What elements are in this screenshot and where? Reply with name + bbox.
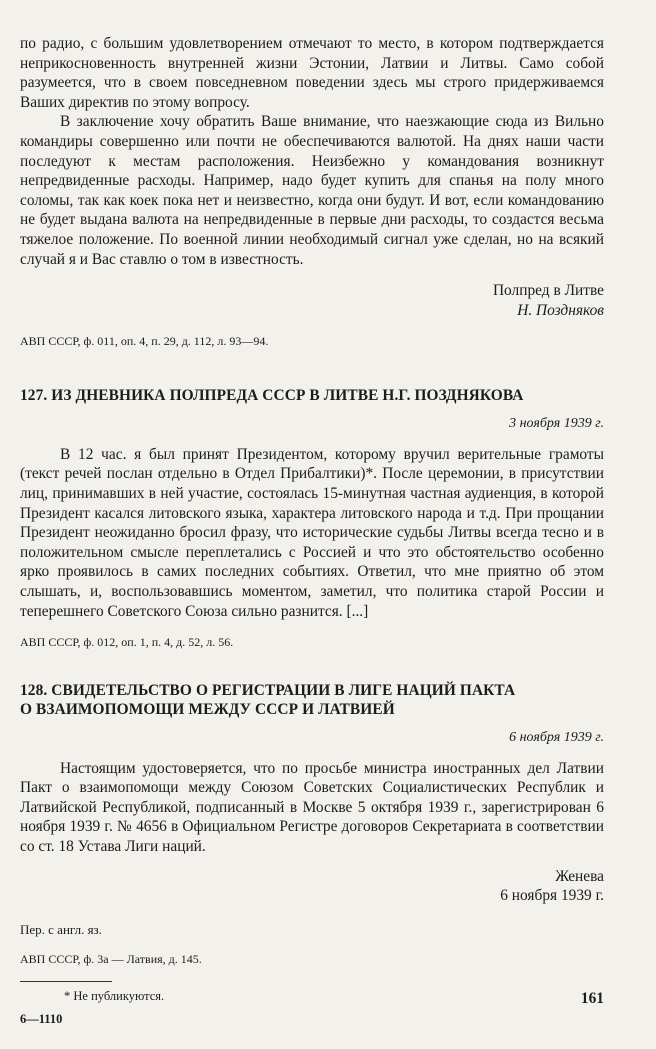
- footnote-divider: [20, 981, 112, 982]
- page-number: 161: [580, 990, 604, 1007]
- footnote: * Не публикуются.: [64, 989, 165, 1004]
- doc128-date: 6 ноября 1939 г.: [509, 729, 604, 745]
- translation-note: Пер. с англ. яз.: [20, 921, 102, 937]
- doc128-place-date: 6 ноября 1939 г.: [500, 887, 604, 905]
- doc128-body: Настоящим удостоверяется, что по просьбе министра иностранных дел Латвии Пакт о взаимопомощи между Союзом Советских Социалистических Республик и Латвийской Республикой, подписанный в Москве 5 октября 1939 г., зарегистрирован 6 ноября 1939 г. № 4656 в Официальном Регистре договоров Секретариата в соответствии со ст. 18 Устава Лиги наций.: [20, 759, 604, 856]
- doc127-date: 3 ноября 1939 г.: [509, 415, 604, 431]
- doc128-heading-line2: О ВЗАИМОПОМОЩИ МЕЖДУ СССР И ЛАТВИЕЙ: [20, 700, 395, 718]
- signature-name: Н. Поздняков: [517, 301, 604, 319]
- intro-source: АВП СССР, ф. 011, оп. 4, п. 29, д. 112, л. 93—94.: [20, 334, 269, 349]
- doc127-body: В 12 час. я был принят Президентом, которому вручил верительные грамоты (текст речей послан отдельно в Отдел Прибалтики)*. После церемонии, в присутствии лиц, принимавших в ней участие, состоялась 15-минутная частная аудиенция, в которой Президент касался литовского языка, характера литовского народа и т.д. При прощании Президент неожиданно бросил фразу, что исторические судьбы Литвы всегда тесно и в положительном смысле переплетались с Россией и что это обстоятельство особенно ярко проявилось в самих последних событиях. Ответил, что мне приятно об этом слышать, и, воспользовавшись моментом, заметил, что политика старой России и теперешнего Советского Союза сильно разнится. [...]: [20, 445, 604, 620]
- signature-title: Полпред в Литве: [492, 282, 604, 300]
- doc128-source: АВП СССР, ф. 3а — Латвия, д. 145.: [20, 951, 202, 966]
- intro-paragraph-1: по радио, с большим удовлетворением отмечают то место, в котором подтверждается неприкосновенность внутренней жизни Эстонии, Латвии и Литвы. Само собой разумеется, что в своем повседневном поведении здесь мы строго придерживаемся Ваших директив по этому вопросу.: [20, 35, 604, 111]
- printer-signature-mark: 6—1110: [20, 1012, 63, 1026]
- doc128-heading-line1: 128. СВИДЕТЕЛЬСТВО О РЕГИСТРАЦИИ В ЛИГЕ НАЦИЙ ПАКТА: [20, 681, 516, 699]
- doc128-place: Женева: [555, 867, 604, 885]
- intro-paragraph-2: В заключение хочу обратить Ваше внимание, что наезжающие сюда из Вильно командиры совершенно или почти не обеспечиваются валютой. На днях наши части последуют к местам расположения. Неизбежно у командования возникнут непредвиденные расходы. Например, надо будет купить для спанья на полу много соломы, так как коек пока нет и неизвестно, когда они будут. И вот, если командованию не будет выдана валюта на непредвиденные в первые дни расходы, то создастся весьма тяжелое положение. По военной линии необходимый сигнал уже сделан, но на всякий случай я и Вас ставлю о том в известность.: [20, 113, 604, 268]
- doc127-heading: 127. ИЗ ДНЕВНИКА ПОЛПРЕДА СССР В ЛИТВЕ Н.Г. ПОЗДНЯКОВА: [20, 386, 524, 404]
- doc127-source: АВП СССР, ф. 012, оп. 1, п. 4, д. 52, л. 56.: [20, 635, 234, 650]
